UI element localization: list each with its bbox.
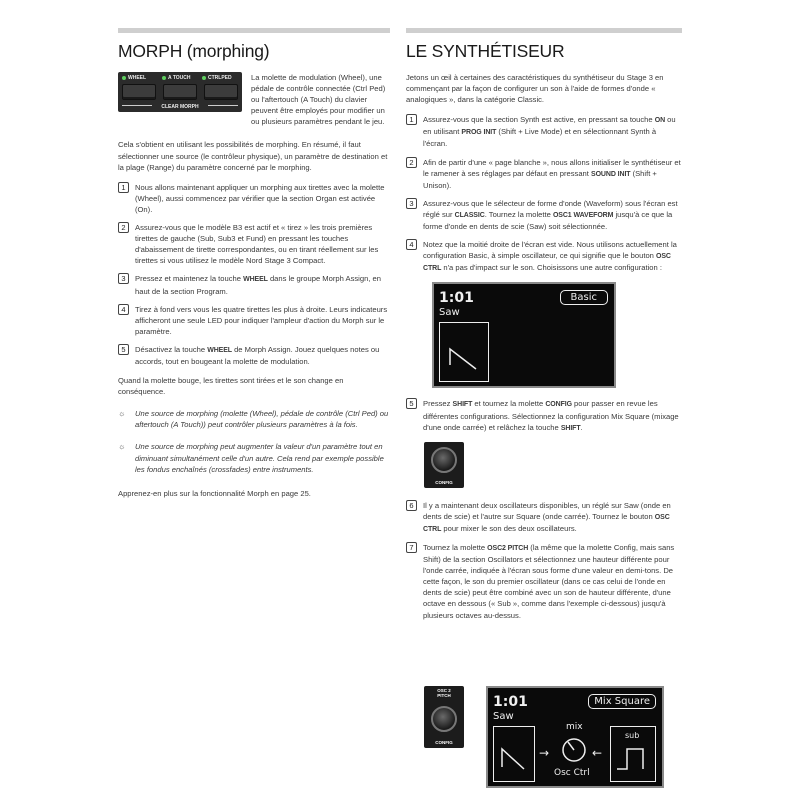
arrow-right-icon: → [539, 746, 550, 760]
step-2: 2 Afin de partir d'une « page blanche », nous allons initialiser le synthétiseur et le ramener à ses réglages par défaut en pressant SOUND INIT (Shift + Unison). [406, 157, 682, 191]
step-3: 3 Assurez-vous que le sélecteur de forme d'onde (Waveform) sous l'écran est réglé sur CLASSIC. Tournez la molette OSC1 WAVEFORM jusqu'à ce que la forme d'onde en dents de scie (Saw) soit sélectionnée. [406, 198, 682, 232]
section-rule [118, 28, 390, 33]
step-4: 4 Tirez à fond vers vous les quatre tirettes les plus à droite. Leurs indicateurs afficheront une seule LED pour indiquer l'ampleur d'action du Morph sur le paramètre. [118, 304, 390, 337]
knob-label: CONFIG [435, 479, 453, 485]
program-number: 1:01 [493, 694, 528, 710]
saw-wave-icon [439, 322, 489, 382]
paragraph: Quand la molette bouge, les tirettes sont tirées et le son change en conséquence. [118, 376, 344, 397]
led-icon [122, 76, 126, 80]
knob-icon [431, 706, 457, 732]
atouch-key [163, 84, 197, 100]
step-6: 6 Il y a maintenant deux oscillateurs disponibles, un réglé sur Saw (onde en dents de scie) et l'autre sur Square (onde carrée). Tournez le bouton OSC CTRL pour mixer le son des deux oscillateurs. [406, 500, 682, 535]
step-5: 5 Pressez SHIFT et tournez la molette CONFIG pour passer en revue les différentes configurations. Sélectionnez la configuration Mix Square (mixage d'une onde carrée) et relâchez la touche SHIFT. [406, 398, 682, 433]
clear-morph-label: CLEAR MORPH [161, 104, 199, 110]
step-7: 7 Tournez la molette OSC2 PITCH (la même que la molette Config, mais sans Shift) de la section Oscillators et sélectionnez une hauteur différente pour l'onde carrée, indiquée à l'écran sous forme d'une valeur en demi-tons. De cette façon, le son du premier oscillateur (dans ce cas celui de l'onde en dents de scie) peut être combiné avec un son de hauteur différente, d'une octave en dessous (« Sub », comme dans l'exemple ci-dessous) jusqu'à plusieurs octaves au-dessus. [406, 542, 682, 621]
lightbulb-icon: ☼ [118, 442, 126, 452]
atouch-label: A TOUCH [162, 75, 191, 81]
ctrlped-label: CTRLPED [202, 75, 232, 81]
morph-title: MORPH (morphing) [118, 41, 270, 61]
config-knob [424, 442, 464, 488]
step-5: 5 Désactivez la touche WHEEL de Morph Assign. Jouez quelques notes ou accords, tout en bougeant la molette de modulation. [118, 344, 390, 367]
config-name: Mix Square [588, 694, 656, 709]
led-icon [202, 76, 206, 80]
morph-intro [118, 72, 390, 127]
wheel-key [122, 84, 156, 100]
right-column [406, 28, 682, 621]
intro-text: Jetons un œil à certaines des caractéristiques du synthétiseur du Stage 3 en commençant par la façon de configurer un son à l'aide de formes d'onde « analogiques », dans la catégorie Classic. [406, 73, 664, 105]
square-wave-icon [610, 726, 656, 782]
step-1: 1 Assurez-vous que la section Synth est active, en pressant sa touche ON ou en utilisant PROG INIT (Shift + Live Mode) et en sélectionnant Synth à l'écran. [406, 114, 682, 149]
mix-knob-icon [560, 736, 588, 764]
step-4: 4 Notez que la moitié droite de l'écran est vide. Nous utilisons actuellement la configuration Basic, à simple oscillateur, ce qui signifie que le bouton OSC CTRL n'a pas d'impact sur le son. Choisissons une autre configuration : [406, 239, 682, 274]
tip: ☼ Une source de morphing (molette (Wheel), pédale de contrôle (Ctrl Ped) ou aftertouch (A Touch)) peut contrôler plusieurs paramètres à la fois. [118, 409, 389, 430]
step-2: 2 Assurez-vous que le modèle B3 est actif et « tirez » les trois premières tirettes de gauche (Sub, Sub3 et Fund) en pressant les touches d'abaissement de tirette correspondantes, ou en tirant réellement sur les tirettes si vous utilisez le modèle Nord Stage 3 Compact. [118, 222, 390, 266]
step-1: 1 Nous allons maintenant appliquer un morphing aux tirettes avec la molette (Wheel), aussi commencez par vérifier que la section Organ est activée (On). [118, 182, 390, 215]
wheel-label: WHEEL [122, 75, 146, 81]
config-name: Basic [560, 290, 608, 305]
tip: ☼ Une source de morphing peut augmenter la valeur d'un paramètre tout en diminuant simultanément celle d'un autre. Cela rend par exemple possible les fondus enchaînés (crossfades) entre instruments. [118, 442, 384, 474]
display-mix-square [486, 686, 664, 788]
osc2-pitch-knob [424, 686, 464, 748]
morph-assign-panel [118, 72, 242, 112]
led-icon [162, 76, 166, 80]
waveform-name: Saw [493, 711, 514, 722]
left-column [118, 28, 390, 499]
knob-top-label: OSC 2 PITCH [437, 688, 451, 698]
display-basic [432, 282, 616, 388]
waveform-name: Saw [439, 307, 460, 319]
intro-text: La molette de modulation (Wheel), une pédale de contrôle connectée (Ctrl Ped) ou l'aftertouch (A Touch) du clavier peuvent être employés pour modifier un ou plusieurs paramètres pendant le jeu. [251, 73, 386, 127]
paragraph: Cela s'obtient en utilisant les possibilités de morphing. En résumé, il faut sélectionner une source (le contrôleur physique), un paramètre de destination et la plage (Range) du paramètre concerné par le morphing. [118, 140, 388, 172]
osc-ctrl-label: Osc Ctrl [554, 768, 590, 778]
arrow-left-icon: ← [592, 746, 603, 760]
synth-title: LE SYNTHÉTISEUR [406, 41, 565, 61]
mix-label: mix [566, 722, 583, 732]
knob-icon [431, 447, 457, 473]
step-3: 3 Pressez et maintenez la touche WHEEL dans le groupe Morph Assign, en haut de la section Program. [118, 273, 390, 296]
lightbulb-icon: ☼ [118, 409, 126, 419]
ctrlped-key [204, 84, 238, 100]
paragraph: Apprenez-en plus sur la fonctionnalité Morph en page 25. [118, 488, 311, 498]
section-rule [406, 28, 682, 33]
saw-wave-icon [493, 726, 535, 782]
sub-label: sub [625, 731, 640, 740]
program-number: 1:01 [439, 290, 474, 307]
knob-label: CONFIG [435, 740, 453, 745]
